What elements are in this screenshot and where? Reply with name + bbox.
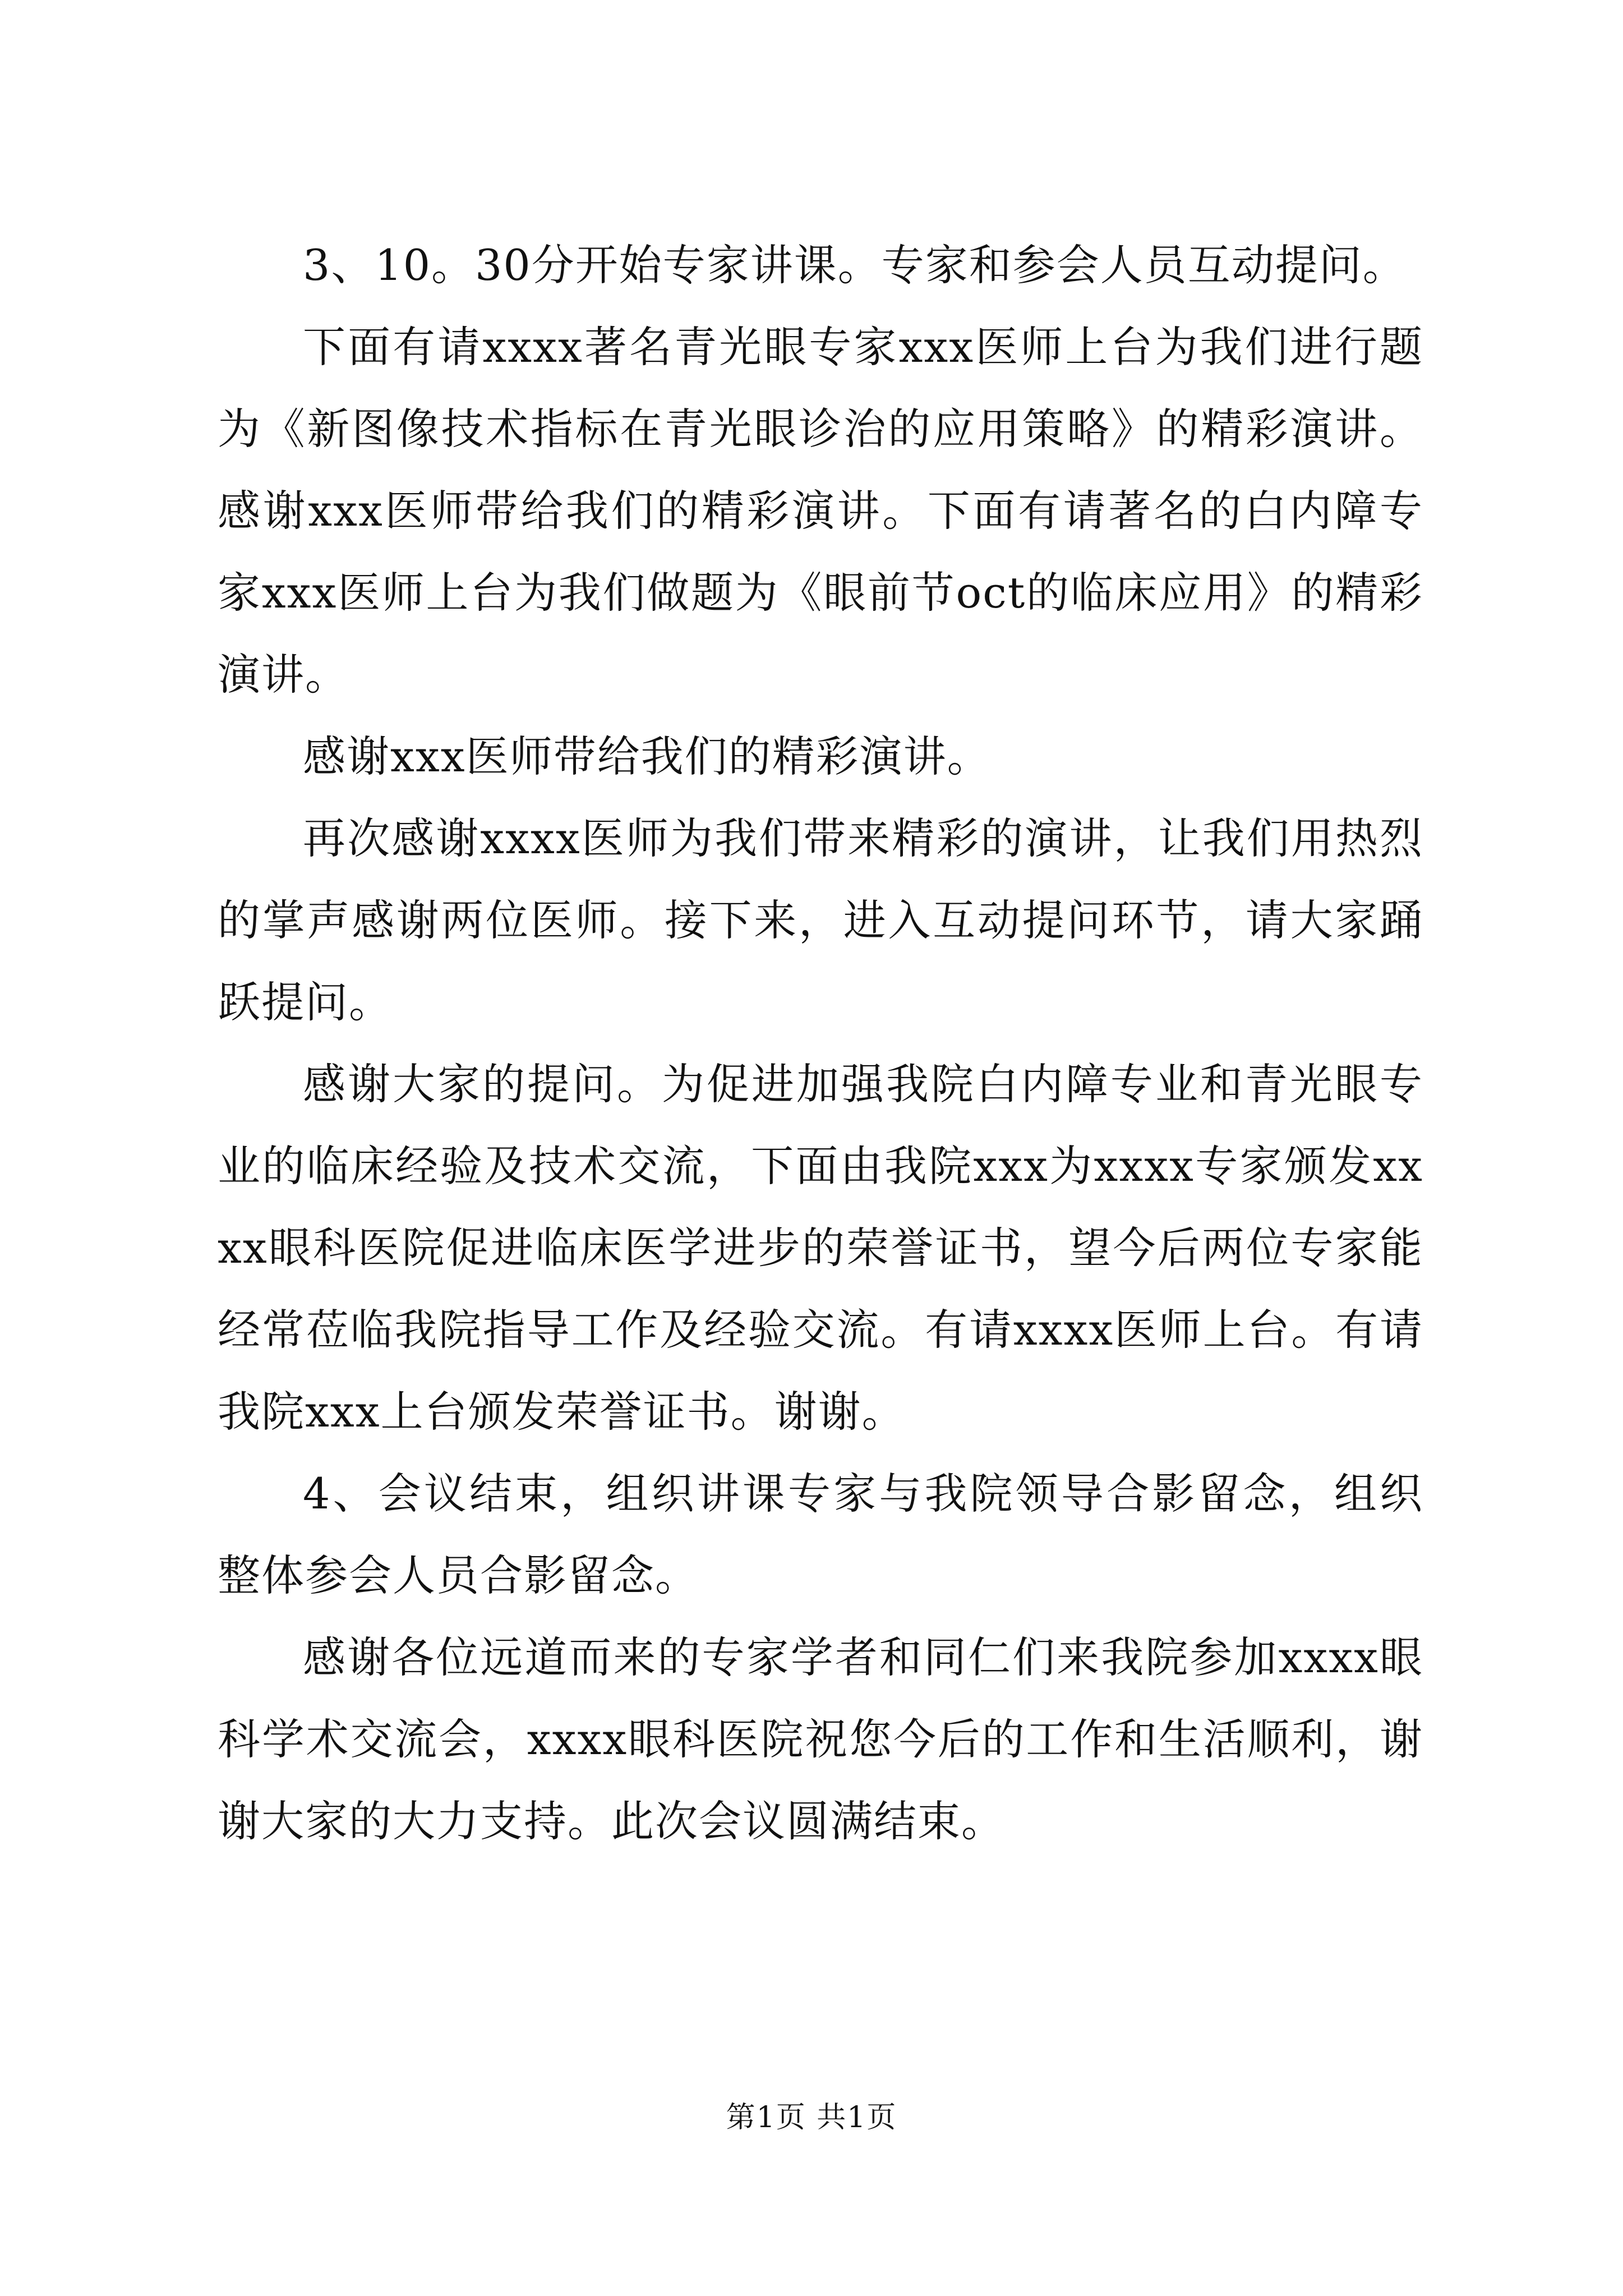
paragraph-closing-thanks: 感谢各位远道而来的专家学者和同仁们来我院参加xxxx眼科学术交流会，xxxx眼科医院祝您今后的工作和生活顺利，谢谢大家的大力支持。此次会议圆满结束。	[218, 1632, 1423, 1846]
paragraph-qa-session: 再次感谢xxxx医师为我们带来精彩的演讲，让我们用热烈的掌声感谢两位医师。接下来，进入互动提问环节，请大家踊跃提问。	[218, 813, 1423, 1027]
paragraph-meeting-end: 4、会议结束，组织讲课专家与我院领导合影留念，组织整体参会人员合影留念。	[218, 1469, 1423, 1600]
page-number-footer: 第1页 共1页	[726, 2101, 897, 2134]
paragraph-honor-certificate: 感谢大家的提问。为促进加强我院白内障专业和青光眼专业的临床经验及技术交流，下面由我院xxx为xxxx专家颁发xxxx眼科医院促进临床医学进步的荣誉证书，望今后两位专家能经常莅临我院指导工作及经验交流。有请xxxx医师上台。有请我院xxx上台颁发荣誉证书。谢谢。	[218, 1059, 1423, 1437]
paragraph-schedule-lecture: 3、10。30分开始专家讲课。专家和参会人员互动提问。	[303, 240, 1407, 290]
paragraph-speaker-introductions: 下面有请xxxx著名青光眼专家xxx医师上台为我们进行题为《新图像技术指标在青光眼诊治的应用策略》的精彩演讲。感谢xxx医师带给我们的精彩演讲。下面有请著名的白内障专家xxx医师上台为我们做题为《眼前节oct的临床应用》的精彩演讲。	[218, 322, 1423, 700]
paragraph-thanks-speaker: 感谢xxx医师带给我们的精彩演讲。	[303, 731, 991, 781]
document-body	[218, 224, 1423, 1862]
